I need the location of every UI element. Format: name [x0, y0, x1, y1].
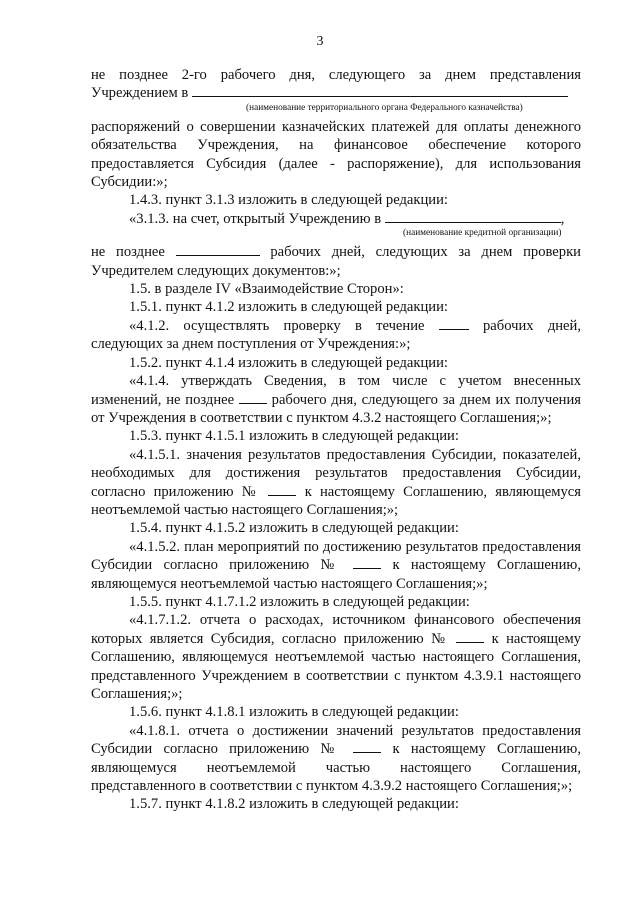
- blank-days: [239, 391, 267, 404]
- text: «4.1.8.1. отчета о достижении значений результатов предоставления Субсидии согласно приложению №: [91, 722, 581, 758]
- blank-appendix-number: [353, 740, 381, 753]
- text: 1.5.6. пункт 4.1.8.1 изложить в следующей редакции:: [129, 704, 459, 721]
- text: «4.1.7.1.2. отчета о расходах, источником финансового обеспечения которых является Субсидия, согласно приложению №: [91, 612, 581, 647]
- paragraph-1-5-7: [91, 795, 581, 813]
- text: рабочего дня, следующего за днем их получения от Учреждения в соответствии с пунктом 4.3.2 настоящего Соглашения;»;: [91, 391, 582, 426]
- text: 1.5.5. пункт 4.1.7.1.2 изложить в следующей редакции:: [129, 593, 470, 610]
- blank-appendix-number: [456, 630, 484, 643]
- paragraph-1-5-6: [91, 703, 581, 721]
- text: «4.1.2. осуществлять проверку в течение: [129, 317, 425, 334]
- page-number: 3: [316, 34, 324, 49]
- blank-appendix-number: [268, 483, 296, 496]
- text: к настоящему Соглашению, являющемуся неотъемлемой частью настоящего Соглашения, представленного Учреждением в соответствии с пунктом 4.3.9.1 настоящего Соглашения;»;: [91, 630, 582, 702]
- text: 1.5. в разделе IV «Взаимодействие Сторон»:: [129, 281, 404, 298]
- paragraph-deadline-line1: [91, 66, 581, 84]
- text: не позднее 2-го рабочего дня, следующего за днем представления: [91, 67, 581, 83]
- text: 1.5.2. пункт 4.1.4 изложить в следующей редакции:: [129, 354, 448, 371]
- paragraph-4-1-5-1: [91, 446, 581, 520]
- paragraph-1-5-4: [91, 519, 581, 537]
- paragraph-1-4-3: [91, 191, 581, 209]
- text: Учреждением в: [91, 85, 189, 102]
- text: 1.4.3. пункт 3.1.3 изложить в следующей редакции:: [129, 192, 448, 209]
- blank-appendix-number: [353, 556, 381, 569]
- paragraph-1-5: [91, 280, 581, 298]
- caption-credit-org: (наименование кредитной организации): [403, 228, 562, 239]
- paragraph-4-1-8-1: [91, 722, 581, 796]
- paragraph-1-5-2: [91, 354, 581, 372]
- caption-row: [91, 228, 581, 243]
- paragraph-1-5-3: [91, 427, 581, 445]
- blank-credit-org: [385, 210, 561, 223]
- text: «4.1.4. утверждать Сведения, в том числе с учетом внесенных изменений, не позднее: [91, 373, 581, 408]
- text: рабочих дней, следующих за днем проверки Учредителем следующих документов:»;: [91, 244, 581, 279]
- paragraph-deadline-line2: [91, 84, 581, 102]
- text: к настоящему Соглашению, являющемуся неотъемлемой частью настоящего Соглашения, представленного в соответствии с пунктом 4.3.9.2 настоящего Соглашения;»;: [91, 741, 581, 795]
- paragraph-4-1-7-1-2: [91, 611, 581, 703]
- paragraph-orders: [91, 118, 581, 192]
- text: 1.5.1. пункт 4.1.2 изложить в следующей редакции:: [129, 299, 448, 316]
- text: не позднее: [91, 244, 165, 261]
- blank-treasury-name: [192, 84, 568, 97]
- text: 1.5.7. пункт 4.1.8.2 изложить в следующей редакции:: [129, 796, 459, 813]
- text: 1.5.4. пункт 4.1.5.2 изложить в следующей редакции:: [129, 520, 459, 537]
- paragraph-4-1-2: [91, 317, 581, 354]
- text: «3.1.3. на счет, открытый Учреждению в: [129, 210, 382, 227]
- paragraph-1-5-1: [91, 298, 581, 316]
- text: рабочих дней, следующих за днем поступления от Учреждения:»;: [91, 317, 581, 353]
- text: «4.1.5.1. значения результатов предоставления Субсидии, показателей, необходимых для достижения результатов предоставления Субсидии, согласно приложению №: [91, 446, 581, 500]
- document-body: [91, 66, 581, 814]
- caption-treasury: (наименование территориального органа Федерального казначейства): [246, 102, 523, 113]
- paragraph-3-1-3-cont: [91, 243, 581, 280]
- text: 1.5.3. пункт 4.1.5.1 изложить в следующей редакции:: [129, 428, 459, 445]
- paragraph-4-1-5-2: [91, 538, 581, 593]
- caption-row: [91, 103, 581, 118]
- paragraph-3-1-3: «3.1.3. на счет, открытый Учреждению в ,: [129, 210, 565, 227]
- blank-days: [176, 243, 260, 256]
- text: к настоящему Соглашению, являющемуся неотъемлемой частью настоящего Соглашения;»;: [91, 483, 581, 518]
- text: к настоящему Соглашению, являющемуся неотъемлемой частью настоящего Соглашения;»;: [91, 557, 581, 592]
- paragraph-1-5-5: [91, 593, 581, 611]
- text: «4.1.5.2. план мероприятий по достижению результатов предоставления Субсидии согласно приложению №: [91, 538, 581, 574]
- paragraph-4-1-4: [91, 372, 581, 427]
- blank-days: [439, 317, 469, 330]
- text: распоряжений о совершении казначейских платежей для оплаты денежного обязательства Учреждения, на финансовое обеспечение которого предоставляется Субсидия (далее - распоряжение), для использования Субсидии:»;: [91, 118, 581, 191]
